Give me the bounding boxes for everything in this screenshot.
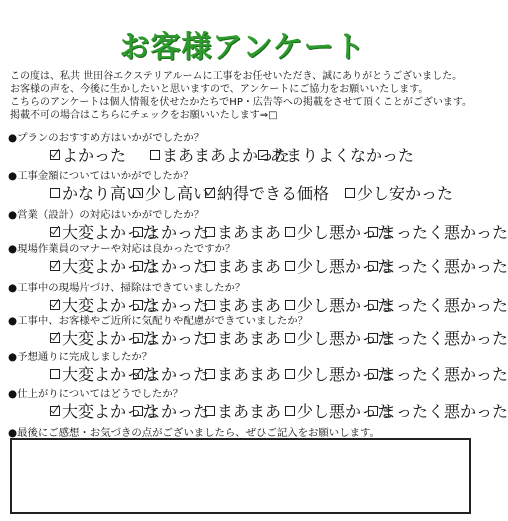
checkbox-icon[interactable] [368,333,378,343]
option-label: まあまあ [217,402,282,421]
checkbox-icon[interactable] [133,333,143,343]
option-checkbox[interactable] [133,399,209,422]
option-label: 少し悪かった [297,223,394,242]
option-checkbox[interactable] [368,220,508,243]
comment-box[interactable] [10,438,471,514]
intro-line-optout[interactable]: 掲載不可の場合はこちらにチェックをお願いいたします⇒□ [10,110,278,121]
checkbox-icon[interactable] [285,369,295,379]
checkbox-icon[interactable] [368,300,378,310]
option-label: まったく悪かった [380,365,508,384]
option-label: 納得できる価格 [217,184,330,203]
option-label: まったく悪かった [380,257,508,276]
option-label: 少し悪かった [297,402,394,421]
option-checkbox[interactable] [368,399,508,422]
option-label: まったく悪かった [380,223,508,242]
checkbox-icon[interactable] [368,369,378,379]
checkbox-icon[interactable] [205,300,215,310]
checkbox-checked-icon[interactable] [50,406,60,416]
option-label: まあまあ [217,223,282,242]
option-label: かなり高い [62,184,143,203]
checkbox-icon[interactable] [205,227,215,237]
option-label: まあまあよかった [162,146,291,165]
checkbox-icon[interactable] [133,300,143,310]
option-checkbox[interactable] [345,181,453,204]
question-text: ●工事中の現場片づけ、掃除はできていましたか？ [8,282,246,294]
intro-line: こちらのアンケートは個人情報を伏せたかたちでHP・広告等への掲載をさせて頂くことがございます。 [10,97,473,108]
option-checkbox[interactable] [205,254,281,277]
question-text: ●現場作業員のマナーや対応は良かったですか？ [8,243,236,255]
question-text: ●プランのおすすめ方はいかがでしたか？ [8,132,205,144]
option-label: まあまあ [217,257,282,276]
question-text: ●工事金額についてはいかがでしたか？ [8,170,194,182]
intro-text [10,70,480,122]
checkbox-icon[interactable] [133,227,143,237]
option-label: 大変よかった [62,329,159,348]
option-label: 大変よかった [62,223,159,242]
survey-title: お客様アンケート [119,30,366,65]
option-label: まったく悪かった [380,329,508,348]
checkbox-checked-icon[interactable] [50,261,60,271]
checkbox-icon[interactable] [285,227,295,237]
option-label: 大変よかった [62,296,159,315]
checkbox-icon[interactable] [285,406,295,416]
checkbox-icon[interactable] [50,369,60,379]
comment-label: ●最後にご感想・お気づきの点がございましたら、ぜひご記入をお願いします。 [8,427,380,439]
option-label: まったく悪かった [380,402,508,421]
option-label: よかった [145,365,210,384]
checkbox-checked-icon[interactable] [50,300,60,310]
option-checkbox[interactable] [205,399,281,422]
option-label: 少し悪かった [297,296,394,315]
option-label: よかった [145,223,210,242]
checkbox-icon[interactable] [285,261,295,271]
intro-line: お客様の声を、今後に生かしたいと思いますので、アンケートにご協力をお願いいたします。 [10,84,429,95]
option-checkbox[interactable] [368,254,508,277]
option-checkbox[interactable] [50,181,142,204]
checkbox-checked-icon[interactable] [205,188,215,198]
checkbox-icon[interactable] [205,406,215,416]
option-label: 大変よかった [62,365,159,384]
option-checkbox[interactable] [133,254,209,277]
checkbox-icon[interactable] [205,333,215,343]
option-checkbox[interactable] [205,362,281,385]
option-label: よかった [145,296,210,315]
question-text: ●工事中、お客様やご近所に気配りや配慮ができていましたか？ [8,315,309,327]
option-label: よかった [145,329,210,348]
option-checkbox[interactable] [258,143,414,166]
option-label: まあまあ [217,296,282,315]
option-checkbox[interactable] [133,181,209,204]
option-label: 少し安かった [357,184,454,203]
option-checkbox[interactable] [133,362,209,385]
checkbox-icon[interactable] [258,150,268,160]
option-label: 大変よかった [62,257,159,276]
option-checkbox[interactable] [368,362,508,385]
intro-line: この度は、私共 世田谷エクステリアルームに工事をお任せいただき、誠にありがとうございました。 [10,71,463,82]
option-label: よかった [62,146,127,165]
option-label: 少し高い [145,184,210,203]
checkbox-icon[interactable] [285,300,295,310]
checkbox-icon[interactable] [133,406,143,416]
checkbox-icon[interactable] [205,369,215,379]
checkbox-checked-icon[interactable] [50,333,60,343]
option-label: 少し悪かった [297,257,394,276]
checkbox-icon[interactable] [345,188,355,198]
option-label: 少し悪かった [297,329,394,348]
checkbox-icon[interactable] [50,188,60,198]
checkbox-icon[interactable] [205,261,215,271]
checkbox-checked-icon[interactable] [50,150,60,160]
checkbox-icon[interactable] [368,227,378,237]
option-label: まったく悪かった [380,296,508,315]
option-checkbox[interactable] [133,326,209,349]
option-label: まあまあ [217,329,282,348]
option-checkbox[interactable] [368,293,508,316]
checkbox-icon[interactable] [133,188,143,198]
option-checkbox[interactable] [50,143,126,166]
checkbox-icon[interactable] [150,150,160,160]
checkbox-icon[interactable] [133,261,143,271]
option-label: 大変よかった [62,402,159,421]
checkbox-checked-icon[interactable] [50,227,60,237]
option-label: よかった [145,257,210,276]
checkbox-checked-icon[interactable] [133,369,143,379]
checkbox-icon[interactable] [285,333,295,343]
option-label: あまりよくなかった [270,146,415,165]
option-checkbox[interactable] [205,181,329,204]
checkbox-icon[interactable] [368,406,378,416]
question-text: ●予想通りに完成しましたか？ [8,351,153,363]
option-checkbox[interactable] [205,326,281,349]
option-checkbox[interactable] [368,326,508,349]
question-text: ●仕上がりについてはどうでしたか？ [8,388,184,400]
option-label: よかった [145,402,210,421]
option-label: 少し悪かった [297,365,394,384]
checkbox-icon[interactable] [368,261,378,271]
question-text: ●営業（設計）の対応はいかがでしたか？ [8,209,205,221]
option-label: まあまあ [217,365,282,384]
